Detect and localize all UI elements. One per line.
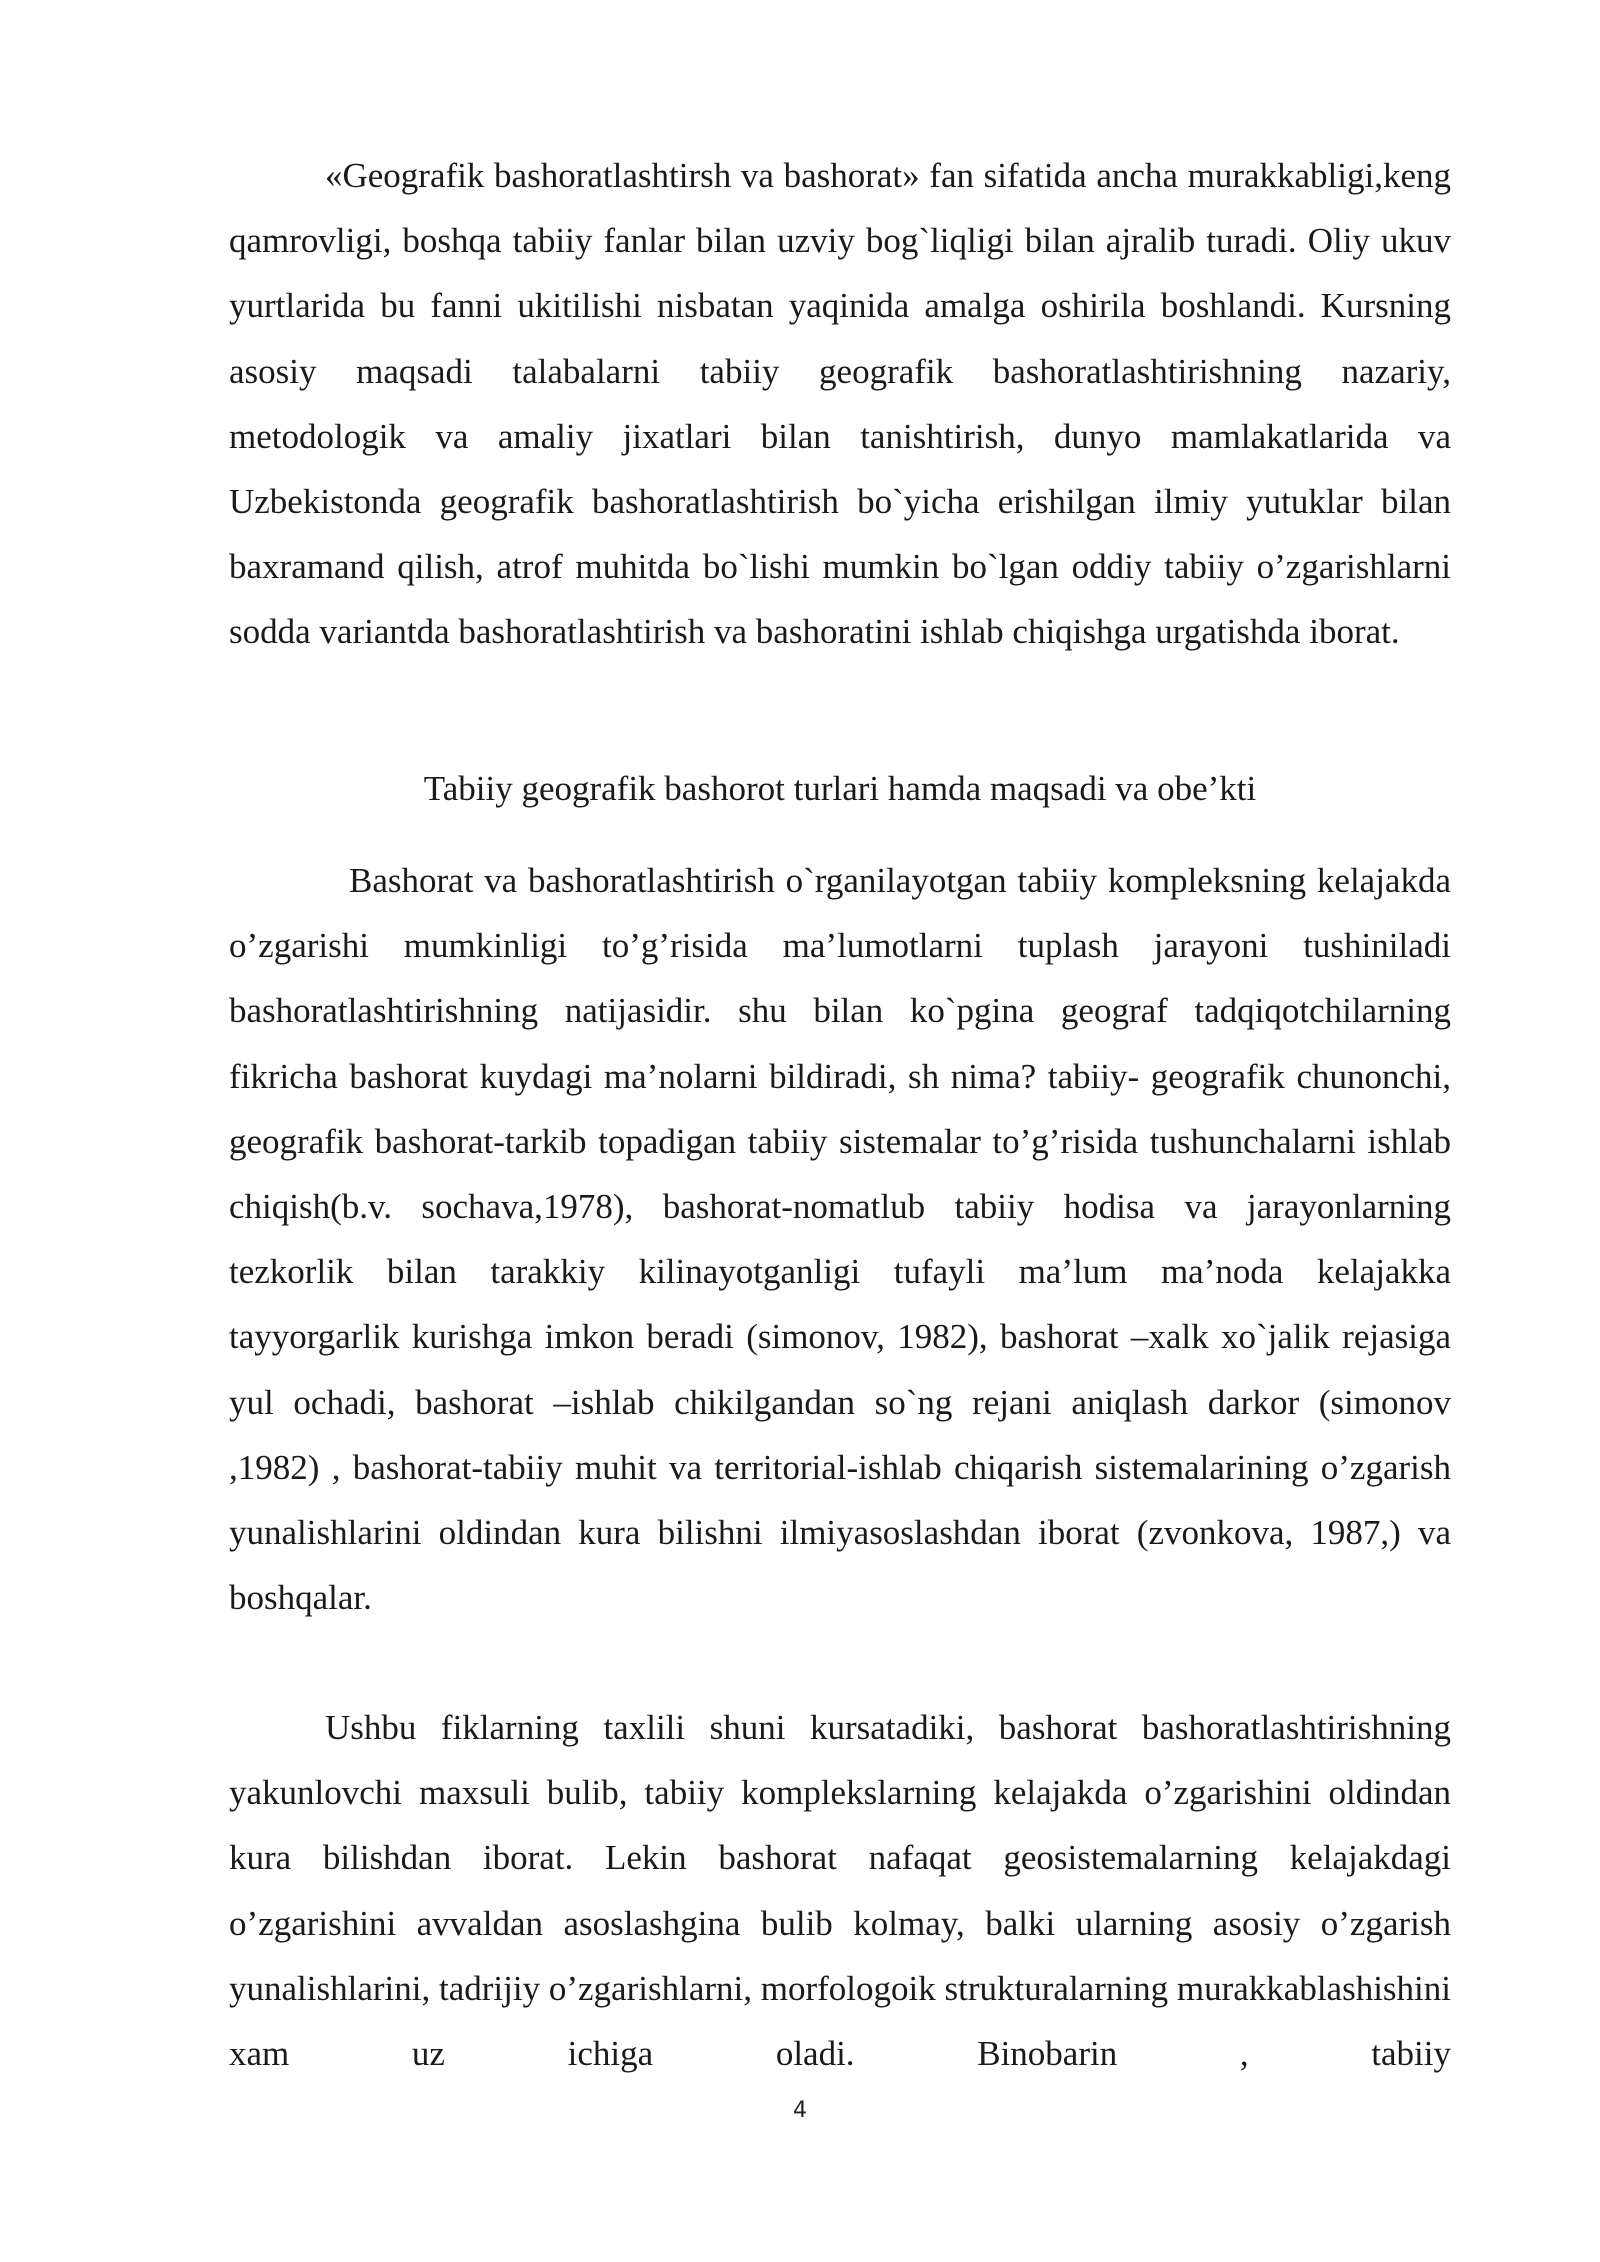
section-heading: Tabiiy geografik bashorot turlari hamda maqsadi va obe’kti [423,769,1257,808]
body-paragraph: Ushbu fiklarning taxlili shuni kursatadiki, bashorat bashoratlashtirishning yakunlovchi maxsuli bulib, tabiiy komplekslarning kelajakda o’zgarishini oldindan kura bilishdan iborat. Lekin bashorat nafaqat geosistemalarning kelajakdagi o’zgarishini avvaldan asoslashgina bulib kolmay, balki ularning asosiy o’zgarish yunalishlarini, tadrijiy o’zgarishlarni, morfologoik strukturalarning murakkablashishini xam uz ichiga oladi. Binobarin , tabiiy [229,1708,1451,2074]
page-number: 4 [793,2098,807,2123]
body-paragraph: Bashorat va bashoratlashtirish o`rganilayotgan tabiiy kompleksning kelajakda o’zgarishi mumkinligi to’g’risida ma’lumotlarni tuplash jarayoni tushiniladi bashoratlashtirishning natijasidir. shu bilan ko`pgina geograf tadqiqotchilarning fikricha bashorat kuydagi ma’nolarni bildiradi, sh nima? tabiiy- geografik chunonchi, geografik bashorat-tarkib topadigan tabiiy sistemalar to’g’risida tushunchalarni ishlab chiqish(b.v. sochava,1978), bashorat-nomatlub tabiiy hodisa va jarayonlarning tezkorlik bilan tarakkiy kilinayotganligi tufayli ma’lum ma’noda kelajakka tayyorgarlik kurishga imkon beradi (simonov, 1982), bashorat –xalk xo`jalik rejasiga yul ochadi, bashorat –ishlab chikilgandan so`ng rejani aniqlash darkor (simonov ,1982) , bashorat-tabiiy muhit va territorial-ishlab chiqarish sistemalarining o’zgarish yunalishlarini oldindan kura bilishni ilmiyasoslashdan iborat (zvonkova, 1987,) va boshqalar. [229,861,1451,1618]
intro-paragraph: «Geografik bashoratlashtirsh va bashorat» fan sifatida ancha murakkabligi,keng qamrovligi, boshqa tabiiy fanlar bilan uzviy bog`liqligi bilan ajralib turadi. Oliy ukuv yurtlarida bu fanni ukitilishi nisbatan yaqinida amalga oshirila boshlandi. Kursning asosiy maqsadi talabalarni tabiiy geografik bashoratlashtirishning nazariy, metodologik va amaliy jixatlari bilan tanishtirish, dunyo mamlakatlarida va Uzbekistonda geografik bashoratlashtirish bo`yicha erishilgan ilmiy yutuklar bilan baxramand qilish, atrof muhitda bo`lishi mumkin bo`lgan oddiy tabiiy o’zgarishlarni sodda variantda bashoratlashtirish va bashoratini ishlab chiqishga urgatishda iborat. [229,156,1451,652]
